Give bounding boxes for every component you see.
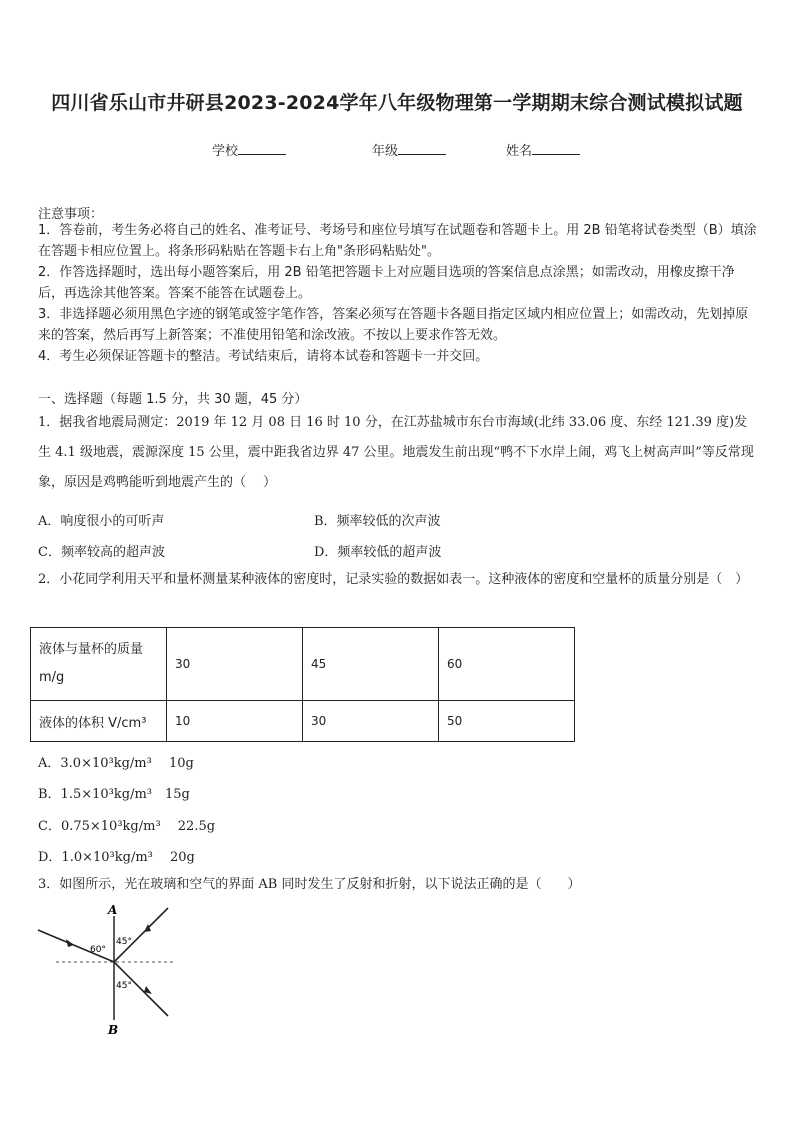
table-row-label: 液体的体积 V/cm³: [31, 701, 167, 742]
q1-option-c[interactable]: C．频率较高的超声波: [38, 545, 165, 560]
name-field: [506, 140, 580, 159]
table-row: [31, 701, 575, 742]
angle-label: 45°: [116, 937, 132, 947]
table-cell: 45: [303, 628, 439, 701]
name-label: 姓名: [506, 144, 533, 159]
label-b: B: [108, 1023, 119, 1037]
q2-option-b[interactable]: B．1.5×10³kg/m³ 15g: [38, 787, 190, 802]
table-row: [31, 628, 575, 701]
school-blank: [238, 142, 286, 155]
q1-option-a[interactable]: A．响度很小的可听声: [38, 514, 165, 529]
grade-field: [372, 140, 446, 159]
question-1-text: 1．据我省地震局测定：2019 年 12 月 08 日 16 时 10 分，在江苏盐城市东台市海域(北纬 33.06 度、东经 121.39 度)发生 4.1 级地震，震源深度 15 公里，震中距我省边界 47 公里。地震发生前出现“鸭不下水岸上闹，鸡飞上树高声叫”等反常现象，原因是鸡鸭能听到地震产生的（ ）: [38, 415, 754, 490]
table-row-label: 液体与量杯的质量 m/g: [31, 628, 167, 701]
note-item: 1．答卷前，考生务必将自己的姓名、准考证号、考场号和座位号填写在试题卷和答题卡上。用 2B 铅笔将试卷类型（B）填涂在答题卡相应位置上。将条形码粘贴在答题卡右上角"条形码粘贴处"。: [38, 223, 757, 259]
notes-heading: 注意事项：: [38, 207, 104, 222]
page-title: 四川省乐山市井研县2023-2024学年八年级物理第一学期期末综合测试模拟试题: [51, 92, 743, 114]
table-cell: 30: [303, 701, 439, 742]
angle-label: 60°: [90, 945, 106, 955]
q1-option-b[interactable]: B．频率较低的次声波: [314, 514, 441, 529]
question-2-text: 2．小花同学利用天平和量杯测量某种液体的密度时，记录实验的数据如表一。这种液体的密度和空量杯的质量分别是（ ）: [38, 572, 749, 587]
note-item: 3．非选择题必须用黑色字迹的钢笔或签字笔作答，答案必须写在答题卡各题目指定区域内相应位置上；如需改动，先划掉原来的答案，然后再写上新答案；不准使用铅笔和涂改液。不按以上要求作答无效。: [38, 307, 749, 343]
section-heading: 一、选择题（每题 1.5 分，共 30 题，45 分）: [38, 392, 308, 407]
ray-upper: [114, 908, 168, 962]
arrow-incident: [66, 939, 74, 947]
school-label: 学校: [212, 144, 239, 159]
table-cell: 50: [439, 701, 575, 742]
q2-option-c[interactable]: C．0.75×10³kg/m³ 22.5g: [38, 819, 216, 834]
q1-option-d[interactable]: D．频率较低的超声波: [314, 545, 442, 560]
name-blank: [532, 142, 580, 155]
label-a: A: [108, 903, 118, 917]
note-item: 4．考生必须保证答题卡的整洁。考试结束后，请将本试卷和答题卡一并交回。: [38, 349, 489, 364]
refraction-diagram: [36, 902, 186, 1037]
grade-blank: [398, 142, 446, 155]
q2-option-d[interactable]: D．1.0×10³kg/m³ 20g: [38, 850, 195, 865]
q2-option-a[interactable]: A．3.0×10³kg/m³ 10g: [38, 756, 194, 771]
note-item: 2．作答选择题时，选出每小题答案后，用 2B 铅笔把答题卡上对应题目选项的答案信息点涂黑；如需改动，用橡皮擦干净后，再选涂其他答案。答案不能答在试题卷上。: [38, 265, 735, 301]
question-3-text: 3．如图所示，光在玻璃和空气的界面 AB 同时发生了反射和折射，以下说法正确的是（ ）: [38, 877, 581, 892]
table-cell: 60: [439, 628, 575, 701]
angle-label: 45°: [116, 981, 132, 991]
school-field: [212, 140, 286, 159]
data-table: [30, 627, 575, 742]
table-cell: 30: [167, 628, 303, 701]
table-cell: 10: [167, 701, 303, 742]
grade-label: 年级: [372, 144, 399, 159]
